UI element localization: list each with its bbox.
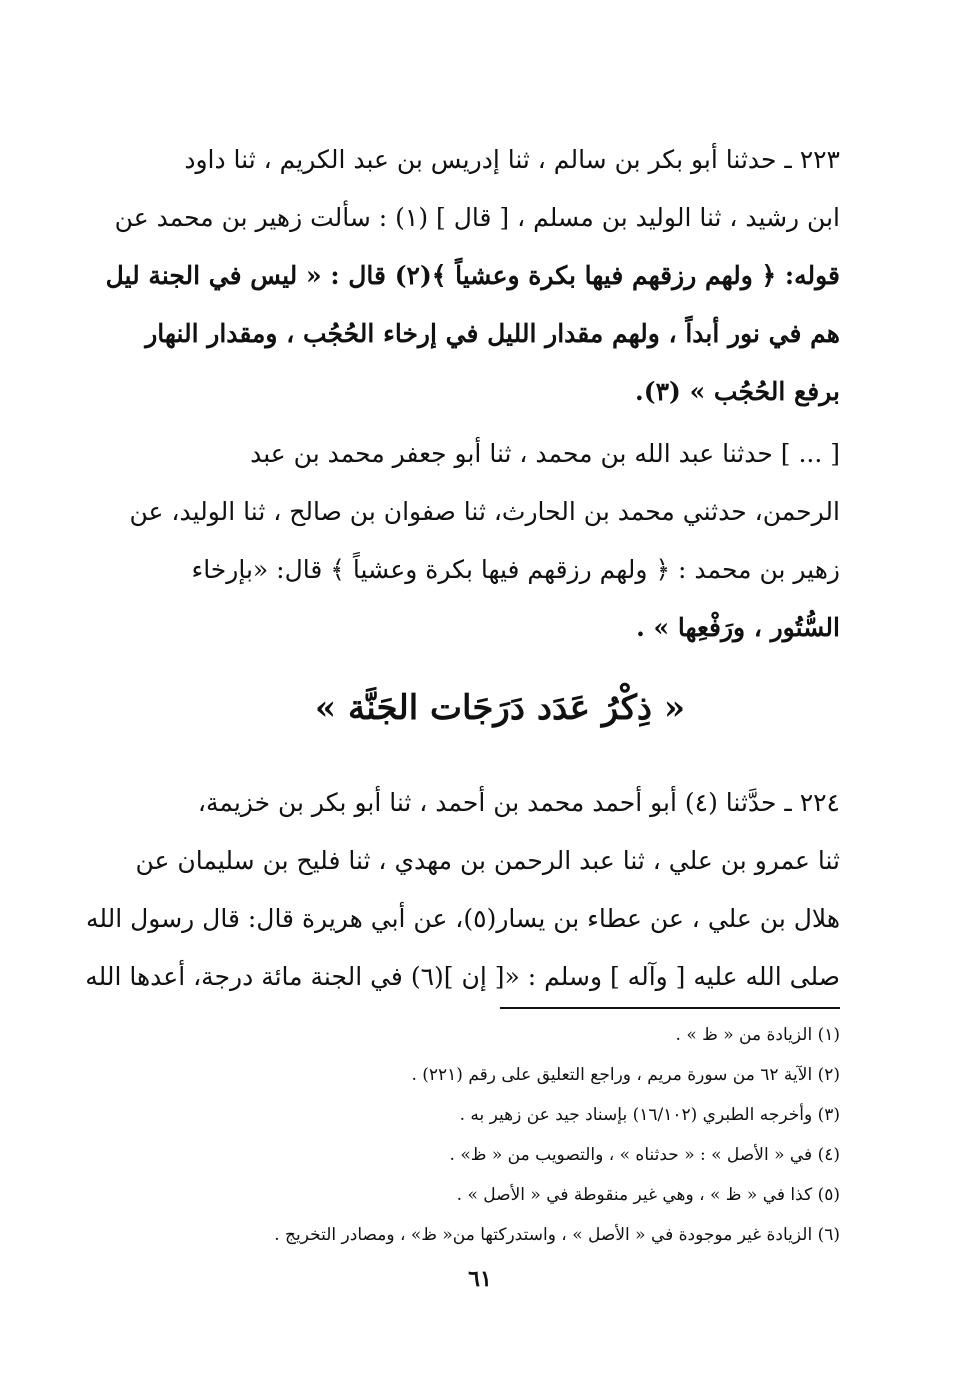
hadith-223-variant-paragraph xyxy=(129,425,840,657)
text-line: الرحمن، حدثني محمد بن الحارث، ثنا صفوان بن صالح ، ثنا الوليد، عن xyxy=(129,497,840,526)
footnote: (٥) كذا في « ظ » ، وهي غير منقوطة في « الأصل » . xyxy=(456,1185,840,1205)
text-line: ثنا عمرو بن علي ، ثنا عبد الرحمن بن مهدي ، ثنا فليح بن سليمان عن xyxy=(135,846,840,875)
text-line: ٢٢٤ ـ حدَّثنا (٤) أبو أحمد محمد بن أحمد ، ثنا أبو بكر بن خزيمة، xyxy=(197,788,840,817)
hadith-224-paragraph xyxy=(85,774,840,1006)
text-line: هلال بن علي ، عن عطاء بن يسار(٥)، عن أبي هريرة قال: قال رسول الله xyxy=(85,904,840,933)
text-line: ابن رشيد ، ثنا الوليد بن مسلم ، [ قال ] (١) : سألت زهير بن محمد عن xyxy=(114,203,840,232)
text-line: صلى الله عليه [ وآله ] وسلم : «[ إن ](٦) في الجنة مائة درجة، أعدها الله xyxy=(85,962,840,991)
page-number: ٦١ xyxy=(468,1266,492,1292)
footnote: (٢) الآية ٦٢ من سورة مريم ، وراجع التعليق على رقم (٢٢١) . xyxy=(411,1065,840,1085)
footnote-divider xyxy=(500,1007,840,1009)
footnotes xyxy=(160,1015,840,1255)
text-line: قوله: ﴿ ولهم رزقهم فيها بكرة وعشياً ﴾(٢) قال : « ليس في الجنة ليل xyxy=(105,261,840,290)
text-line: زهير بن محمد : ﴿ ولهم رزقهم فيها بكرة وعشياً ﴾ قال: «بإرخاء xyxy=(191,555,840,584)
text-line: برفع الحُجُب » (٣). xyxy=(635,377,840,406)
footnote: (٤) في « الأصل » : « حدثناه » ، والتصويب من « ظ» . xyxy=(449,1145,840,1165)
hadith-223-paragraph xyxy=(105,131,840,421)
footnote: (٦) الزيادة غير موجودة في « الأصل » ، واستدركتها من« ظ» ، ومصادر التخريج . xyxy=(274,1225,840,1245)
footnote: (١) الزيادة من « ظ » . xyxy=(675,1025,840,1045)
text-line: ٢٢٣ ـ حدثنا أبو بكر بن سالم ، ثنا إدريس بن عبد الكريم ، ثنا داود xyxy=(184,145,840,174)
text-line: هم في نور أبداً ، ولهم مقدار الليل في إرخاء الحُجُب ، ومقدار النهار xyxy=(145,319,840,348)
footnote: (٣) وأخرجه الطبري (١٦/١٠٢) بإسناد جيد عن زهير به . xyxy=(459,1105,840,1125)
text-line: السُّتُور ، ورَفْعِها » . xyxy=(636,613,840,642)
chapter-heading: « ذِكْرُ عَدَد دَرَجَات الجَنَّة » xyxy=(314,688,686,728)
text-line: [ ... ] حدثنا عبد الله بن محمد ، ثنا أبو جعفر محمد بن عبد xyxy=(250,439,840,468)
